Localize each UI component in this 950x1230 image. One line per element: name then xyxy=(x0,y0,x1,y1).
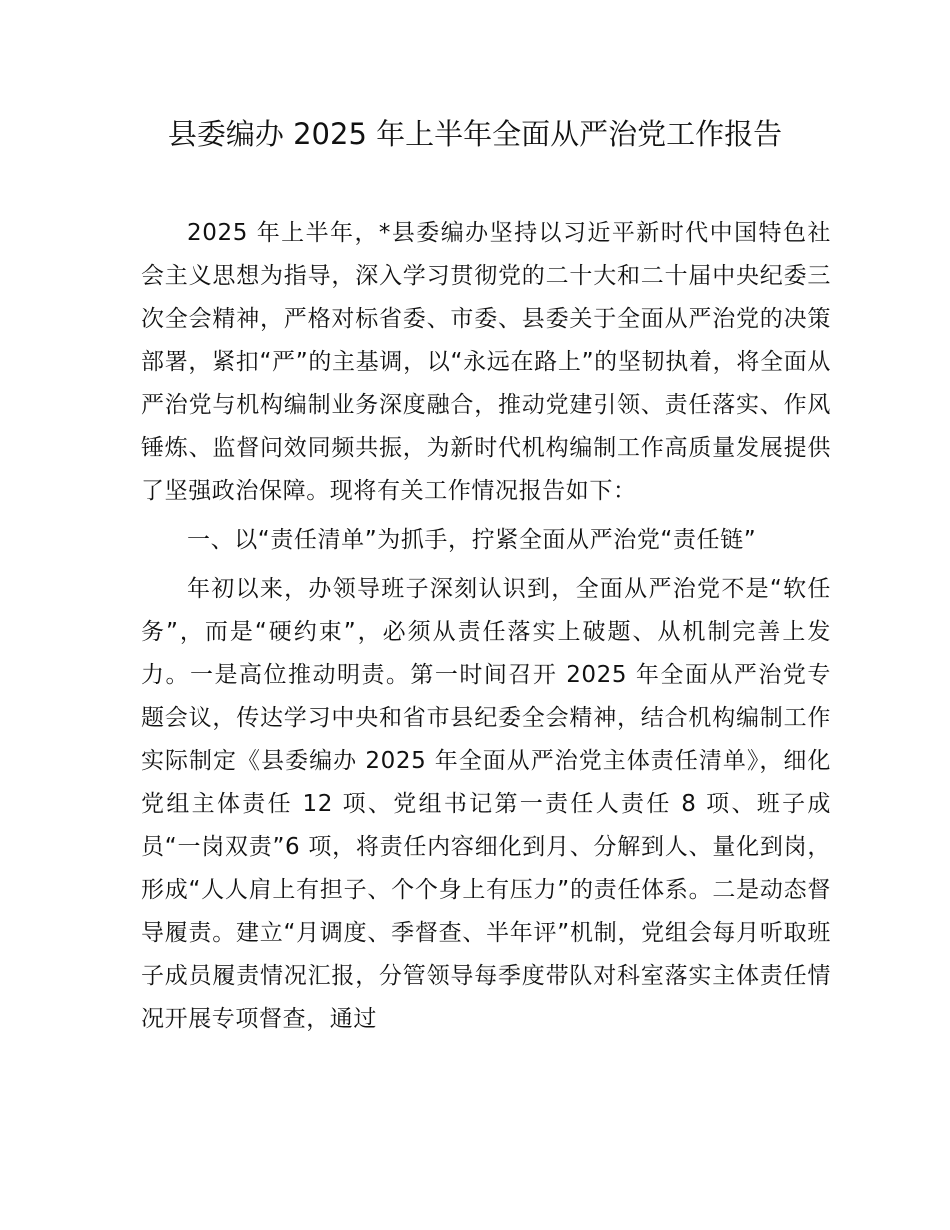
document-title: 县委编办 2025 年上半年全面从严治党工作报告 xyxy=(167,117,783,151)
section-heading: 一、以“责任清单”为抓手，拧紧全面从严治党“责任链” xyxy=(187,527,757,553)
intro-paragraph: 2025 年上半年，*县委编办坚持以习近平新时代中国特色社会主义思想为指导，深入学习贯彻党的二十大和二十届中央纪委三次全会精神，严格对标省委、市委、县委关于全面从严治党的决策部署，紧扣“严”的主基调，以“永远在路上”的坚韧执着，将全面从严治党与机构编制业务深度融合，推动党建引领、责任落实、作风锤炼、监督问效同频共振，为新时代机构编制工作高质量发展提供了坚强政治保障。现将有关工作情况报告如下： xyxy=(141,220,831,504)
body-paragraph: 年初以来，办领导班子深刻认识到，全面从严治党不是“软任务”，而是“硬约束”，必须从责任落实上破题、从机制完善上发力。一是高位推动明责。第一时间召开 2025 年全面从严治党专题会议，传达学习中央和省市县纪委全会精神，结合机构编制工作实际制定《县委编办 2025 年全面从严治党主体责任清单》，细化党组主体责任 12 项、党组书记第一责任人责任 8 项、班子成员“一岗双责”6 项，将责任内容细化到月、分解到人、量化到岗，形成“人人肩上有担子、个个身上有压力”的责任体系。二是动态督导履责。建立“月调度、季督查、半年评”机制，党组会每月听取班子成员履责情况汇报，分管领导每季度带队对科室落实主体责任情况开展专项督查，通过 xyxy=(141,576,831,1032)
document-body xyxy=(141,212,831,1041)
